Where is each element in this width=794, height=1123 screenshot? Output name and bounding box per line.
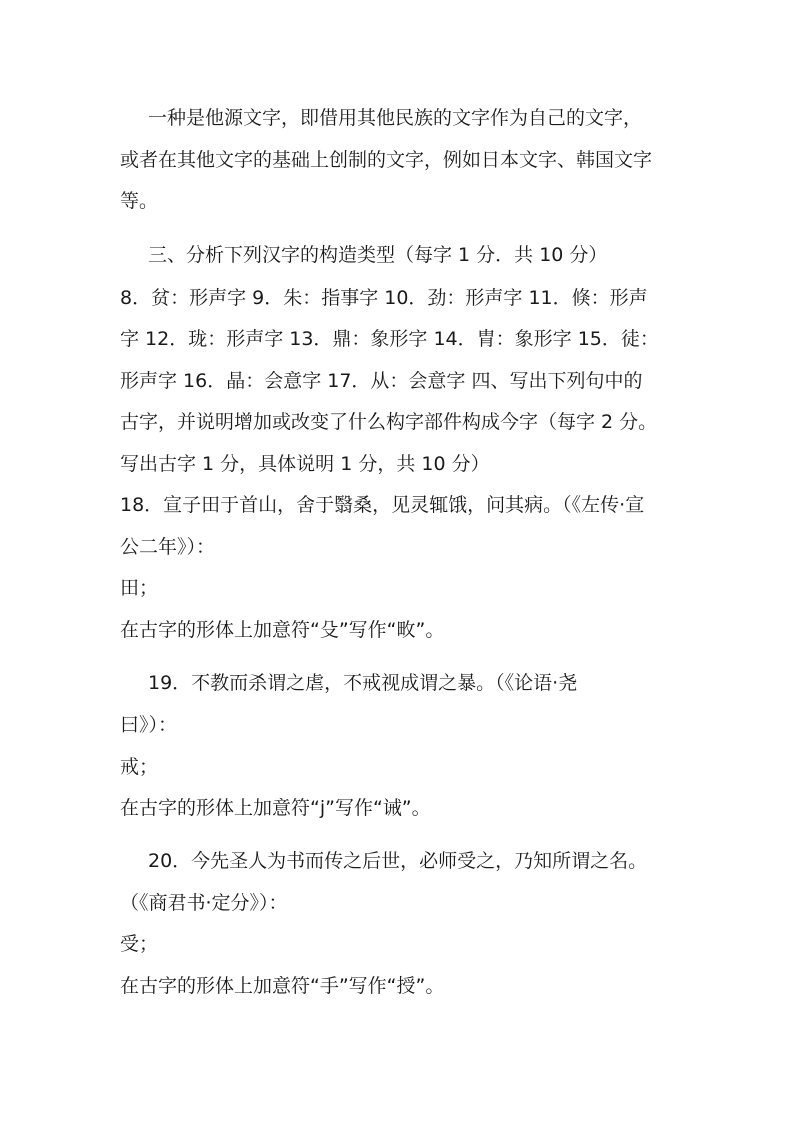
answer-explanation: 在古字的形体上加意符“手”写作“授”。 xyxy=(120,975,445,997)
text-line: 曰》）： xyxy=(120,714,178,736)
text-line: （《商君书·定分》）： xyxy=(120,892,288,914)
answer-explanation: 在古字的形体上加意符“殳”写作“畋”。 xyxy=(120,619,445,641)
question-20: 20．今先圣人为书而传之后世，必师受之，乃知所谓之名。 xyxy=(148,850,648,872)
text-line: 或者在其他文字的基础上创制的文字，例如日本文字、韩国文字 xyxy=(120,149,653,171)
text-line: 写出古字 1 分，具体说明 1 分，共 10 分） xyxy=(120,453,490,475)
answer-ancient-char: 受； xyxy=(120,933,159,955)
text-line: 形声字 16．晶：会意字 17．从：会意字 四、写出下列句中的 xyxy=(120,370,643,392)
section-heading: 三、分析下列汉字的构造类型（每字 1 分．共 10 分） xyxy=(148,244,608,266)
text-line: 一种是他源文字，即借用其他民族的文字作为自己的文字， xyxy=(148,107,643,129)
text-line: 等。 xyxy=(120,190,159,212)
question-18: 18．宣子田于首山，舍于翳桑，见灵辄饿，问其病。（《左传·宣 xyxy=(120,494,645,516)
text-line: 古字，并说明增加或改变了什么构字部件构成今字（每字 2 分。 xyxy=(120,411,658,433)
answer-ancient-char: 田； xyxy=(120,577,159,599)
text-line: 字 12．珑：形声字 13．鼎：象形字 14．胄：象形字 15．徒： xyxy=(120,328,659,350)
answer-ancient-char: 戒； xyxy=(120,756,159,778)
text-line: 公二年》）： xyxy=(120,536,216,558)
text-line: 8．贫：形声字 9．朱：指事字 10．劲：形声字 11．倏：形声 xyxy=(120,287,648,309)
answer-explanation: 在古字的形体上加意符“j”写作“诫”。 xyxy=(120,797,431,819)
question-19: 19．不教而杀谓之虐，不戒视成谓之暴。（《论语·尧 xyxy=(148,672,578,694)
